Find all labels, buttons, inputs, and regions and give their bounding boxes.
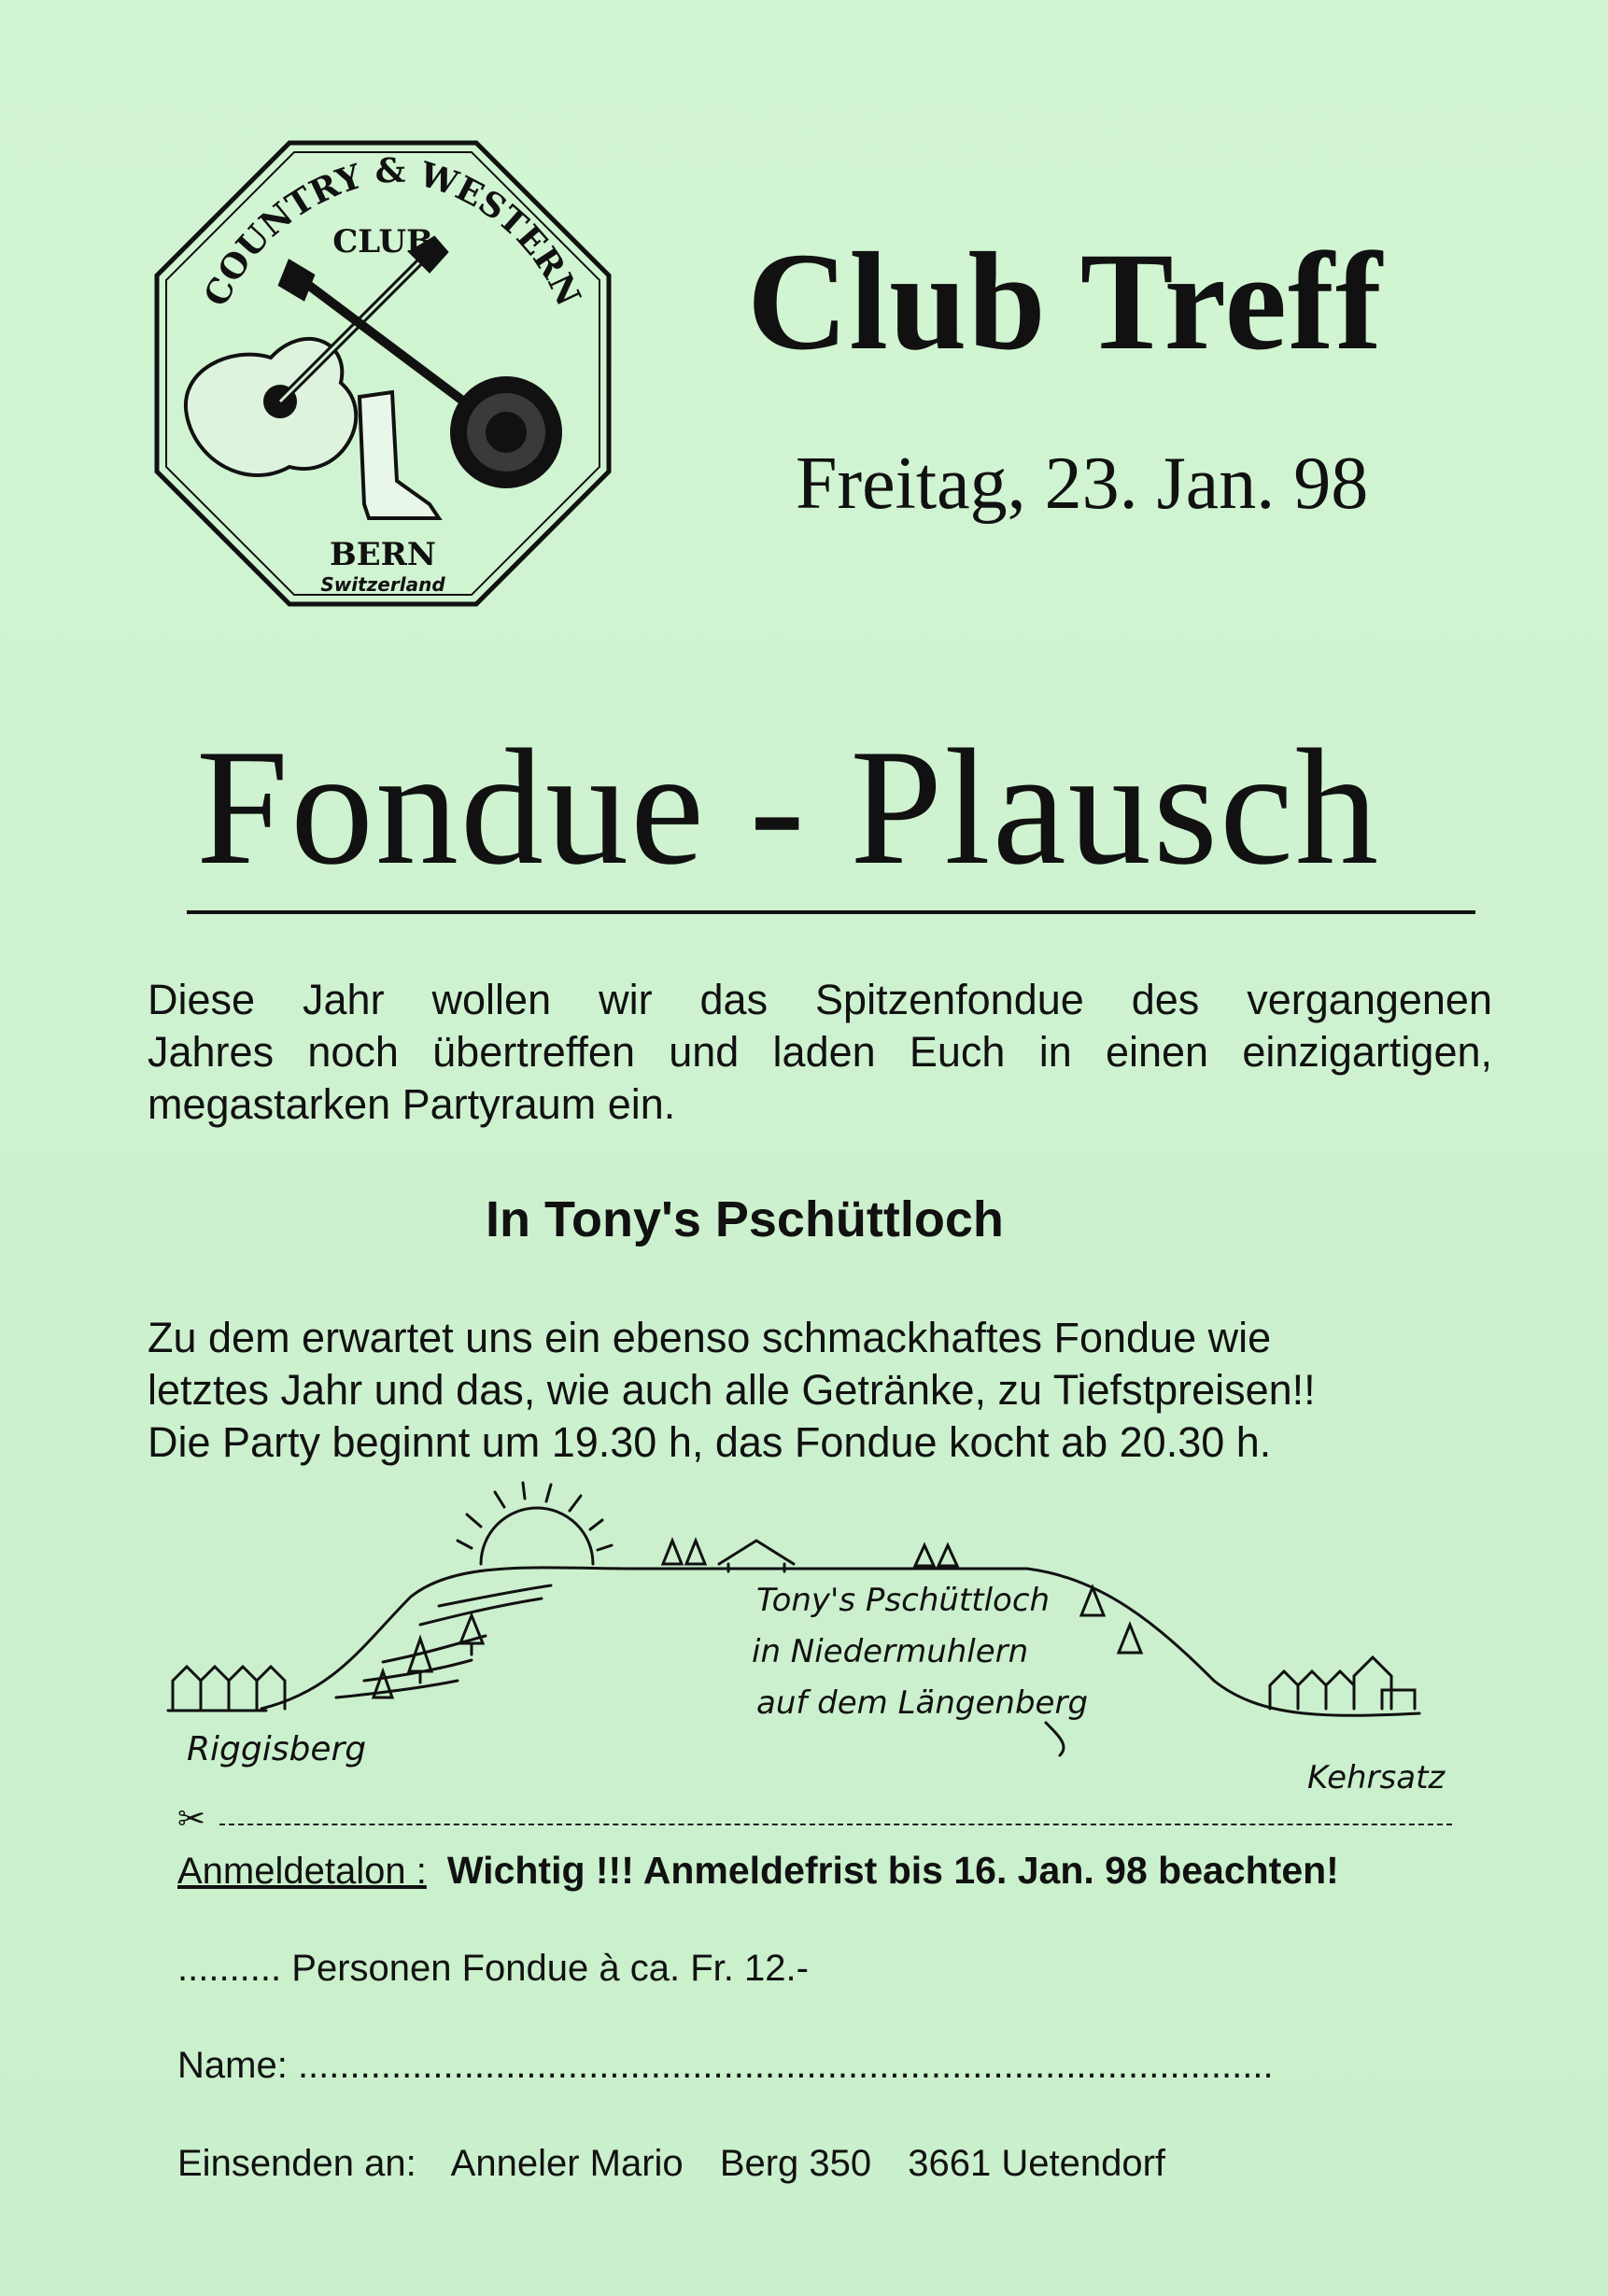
intro-line: Diese Jahr wollen wir das Spitzenfondue des vergangenen [148,976,1492,1023]
map-label-venue-line: in Niedermuhlern [752,1633,1029,1670]
headline-underline [187,910,1475,914]
map-label-riggisberg: Riggisberg [187,1730,367,1768]
cut-line [177,1800,1452,1838]
send-street: Berg 350 [719,2143,872,2184]
talon-label: Anmeldetalon : [177,1851,427,1892]
details-line: letztes Jahr und das, wie auch alle Getränke, zu Tiefstpreisen!! [148,1366,1316,1414]
intro-line: Jahres noch übertreffen und laden Euch in einen einzigartigen, [148,1028,1492,1076]
send-label: Einsenden an: [177,2143,416,2184]
send-name: Anneler Mario [450,2143,684,2184]
persons-blank: .......... [177,1948,282,1989]
name-label: Name: [177,2045,288,2086]
location-sketch-map [149,1475,1494,1821]
map-label-kehrsatz: Kehrsatz [1307,1759,1446,1796]
deadline-notice: Wichtig !!! Anmeldefrist bis 16. Jan. 98 beachten! [446,1849,1339,1892]
send-city: 3661 Uetendorf [908,2143,1166,2184]
event-date: Freitag, 23. Jan. 98 [796,443,1369,525]
logo-arc-text: COUNTRY & WESTERN [196,150,588,313]
persons-field [177,1950,809,1987]
details-paragraph [148,1312,1492,1469]
page-title: Club Treff [747,224,1383,379]
send-to-address [177,2145,1165,2182]
logo-club-text: CLUB [332,223,433,261]
persons-text: Personen Fondue à ca. Fr. 12.- [291,1948,809,1989]
map-label-venue-line: Tony's Pschüttloch [756,1582,1051,1619]
intro-paragraph [148,974,1492,1131]
details-line: Zu dem erwartet uns ein ebenso schmackhaftes Fondue wie [148,1314,1272,1361]
name-field [177,2047,1274,2084]
intro-line: megastarken Partyraum ein. [148,1080,676,1128]
sun-icon [481,1508,593,1564]
registration-header [177,1849,1339,1892]
name-blank: .............................................................................................. [297,2045,1274,2086]
logo-country-text: Switzerland [320,573,445,596]
boot-icon [360,392,439,518]
scissors-icon: ✂ [177,1800,206,1838]
headline: Fondue - Plausch [196,714,1381,899]
club-logo [149,135,616,612]
dashed-cut-rule [219,1824,1452,1825]
details-line: Die Party beginnt um 19.30 h, das Fondue kocht ab 20.30 h. [148,1418,1272,1466]
logo-city-text: BERN [330,536,436,573]
map-label-venue-line: auf dem Längenberg [756,1684,1089,1722]
location-heading: In Tony's Pschüttloch [486,1191,1004,1247]
